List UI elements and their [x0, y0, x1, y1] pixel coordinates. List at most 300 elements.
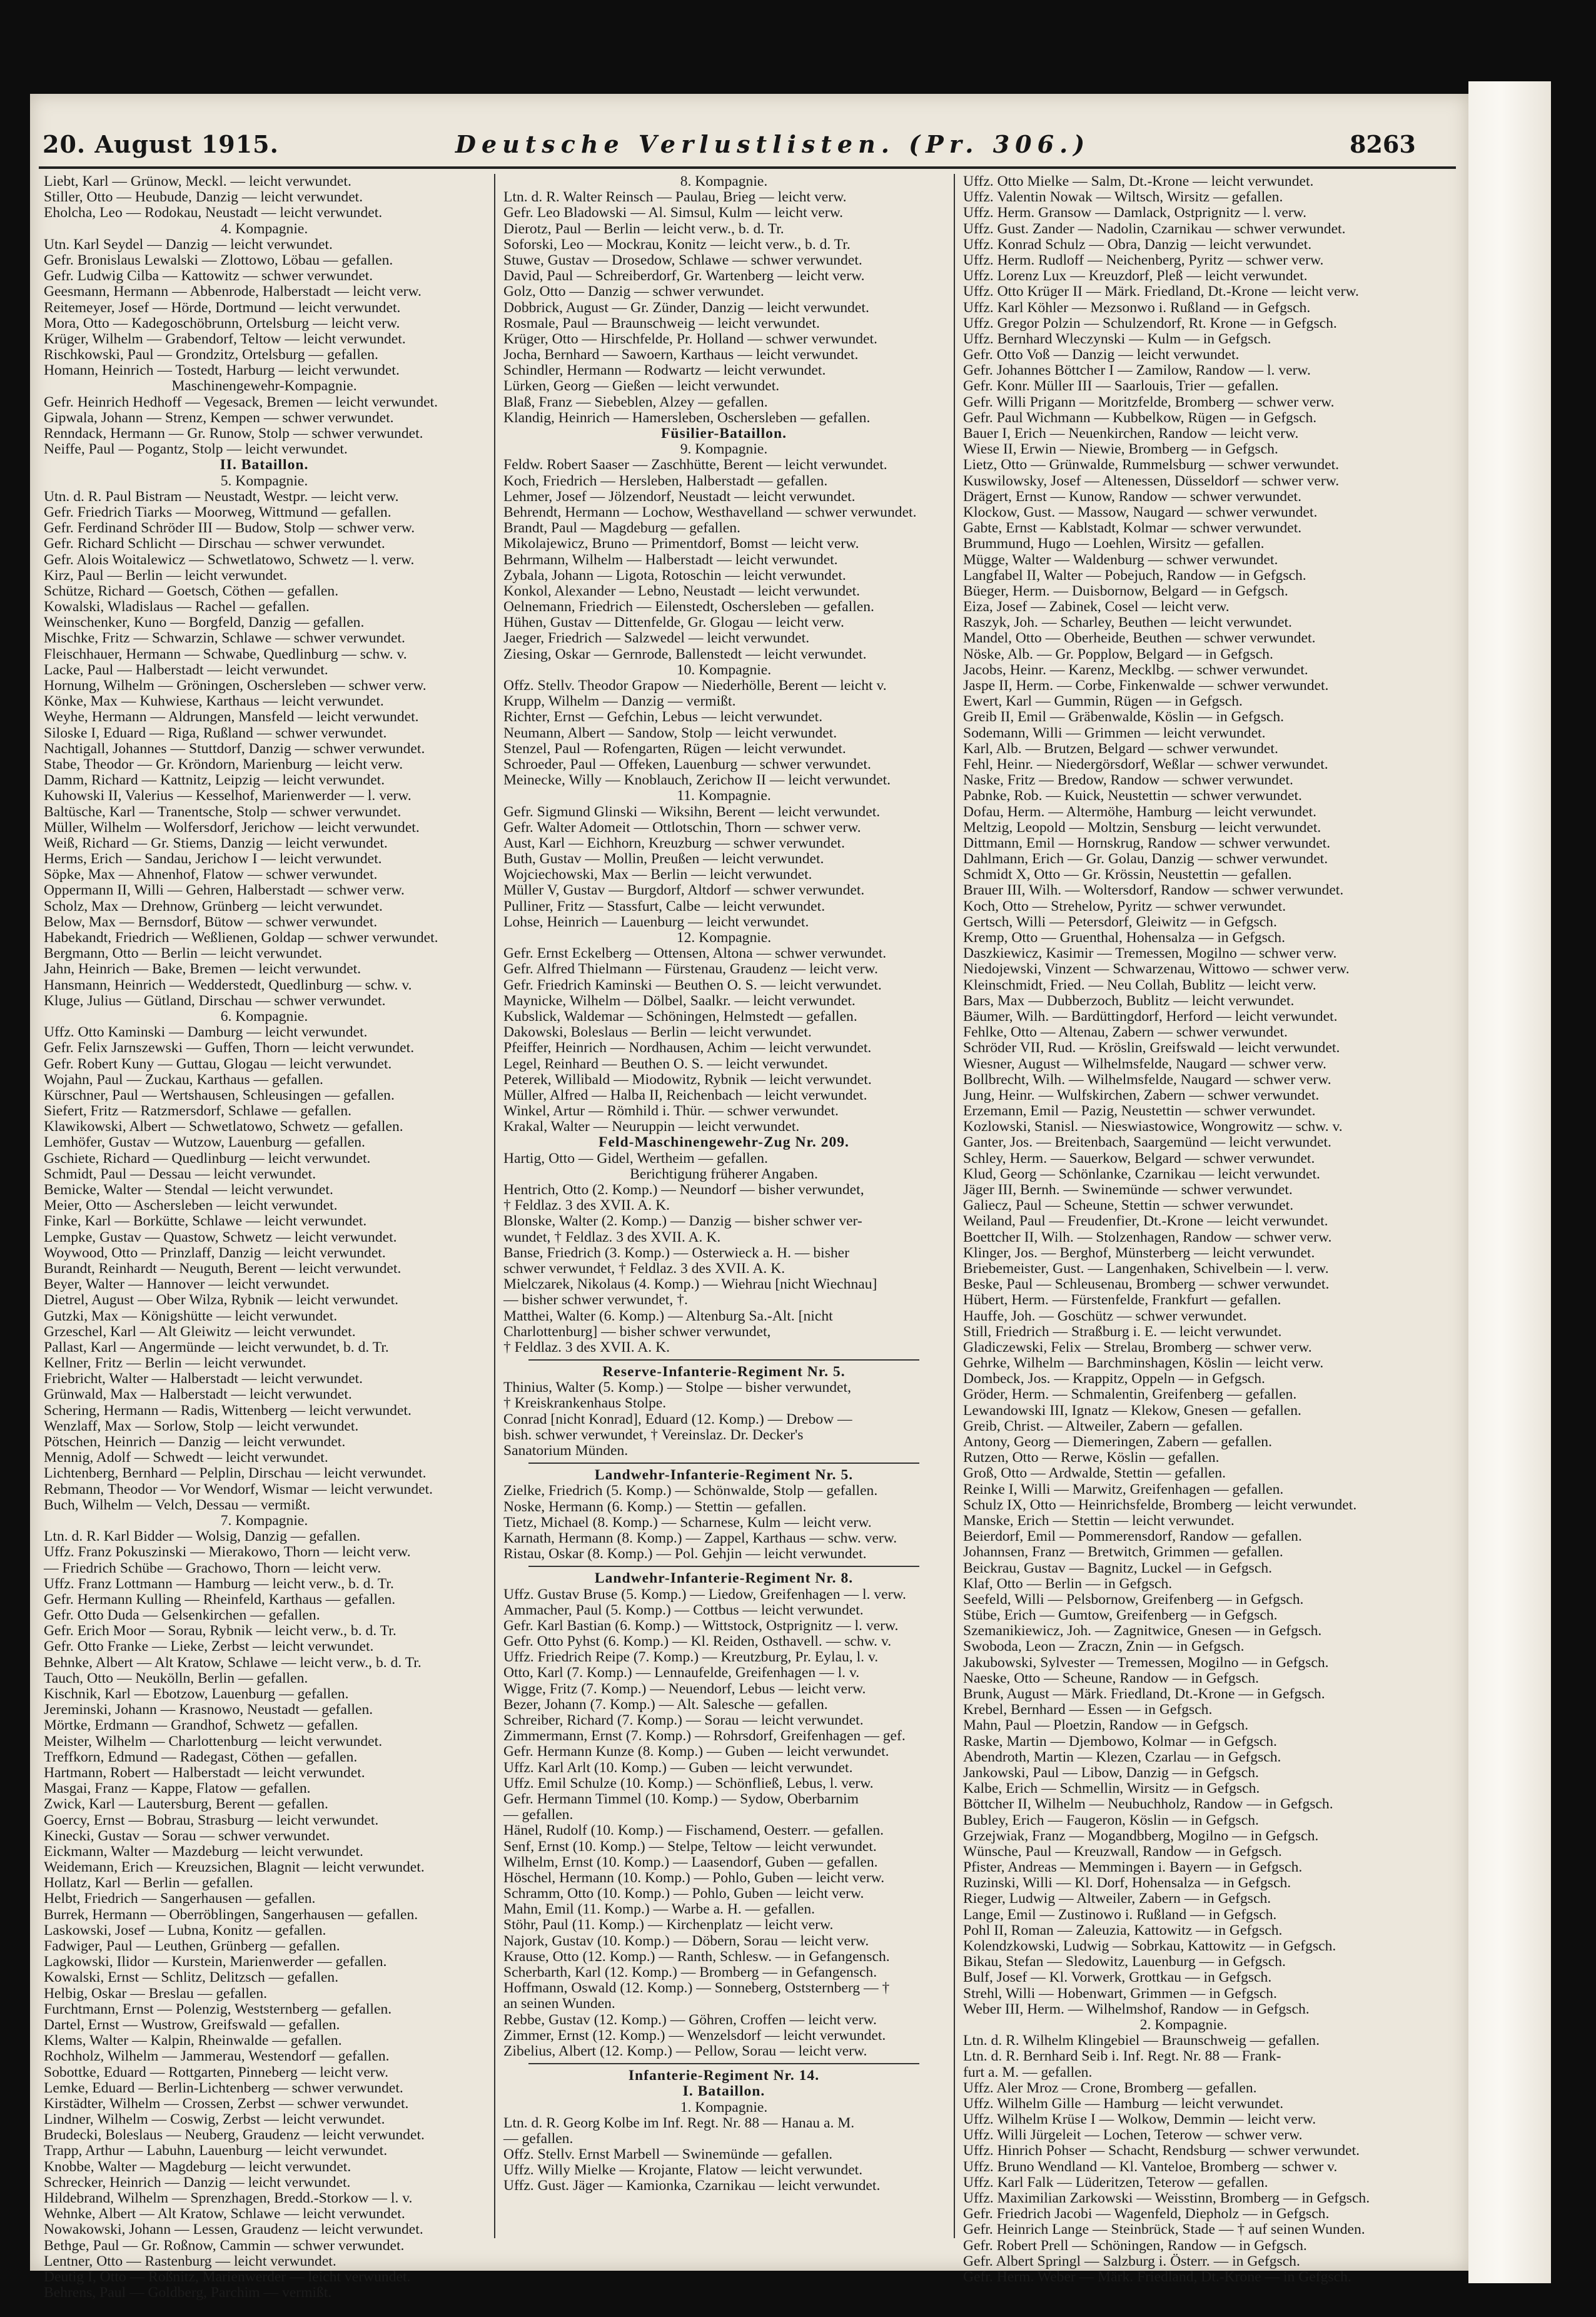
casualty-entry: † Kreiskrankenhaus Stolpe. [503, 1395, 667, 1412]
casualty-entry: Ltn. d. R. Georg Kolbe im Inf. Regt. Nr. 88 — Hanau a. M. [503, 2114, 855, 2131]
casualty-entry: Rebmann, Theodor — Vor Wendorf, Wismar — leicht verwundet. [44, 1481, 433, 1498]
casualty-entry: Kirstädter, Wilhelm — Crossen, Zerbst — schwer verwundet. [44, 2095, 409, 2112]
casualty-entry: Grünwald, Max — Halberstadt — leicht verwundet. [44, 1386, 352, 1403]
casualty-entry: — bisher schwer verwundet, †. [503, 1292, 688, 1309]
casualty-entry: Weidemann, Erich — Kreuzsichen, Blagnit — leicht verwundet. [44, 1859, 425, 1876]
casualty-entry: Mörtke, Erdmann — Grandhof, Schwetz — gefallen. [44, 1717, 358, 1734]
casualty-entry: Kirz, Paul — Berlin — leicht verwundet. [44, 567, 288, 584]
casualty-entry: Legel, Reinhard — Beuthen O. S. — leicht verwundet. [503, 1055, 828, 1072]
casualty-entry: Stiller, Otto — Heubude, Danzig — leicht verwundet. [44, 189, 363, 206]
casualty-entry: Gefr. Friedrich Jacobi — Wagenfeld, Diepholz — in Gefgsch. [963, 2206, 1330, 2223]
casualty-entry: Dahlmann, Erich — Gr. Golau, Danzig — schwer verwundet. [963, 851, 1328, 868]
casualty-entry: Finke, Karl — Borkütte, Schlawe — leicht verwundet. [44, 1213, 367, 1230]
casualty-entry: Uffz. Wilhelm Gille — Hamburg — leicht verwundet. [963, 2095, 1284, 2112]
casualty-entry: Tauch, Otto — Neukölln, Berlin — gefallen. [44, 1670, 308, 1686]
casualty-entry: Bezer, Johann (7. Komp.) — Alt. Salesche — gefallen. [503, 1696, 828, 1713]
casualty-entry: Treffkorn, Edmund — Radegast, Cöthen — gefallen. [44, 1748, 358, 1765]
company-heading: Maschinengewehr-Kompagnie. [171, 378, 357, 395]
casualty-entry: Schroeder, Paul — Offeken, Lauenburg — schwer verwundet. [503, 756, 871, 773]
casualty-entry: Stenzel, Paul — Rofengarten, Rügen — leicht verwundet. [503, 740, 846, 757]
casualty-entry: Lindner, Wilhelm — Coswig, Zerbst — leicht verwundet. [44, 2111, 385, 2128]
casualty-entry: Schmidt, Paul — Dessau — leicht verwundet. [44, 1165, 316, 1182]
casualty-entry: Drägert, Ernst — Kunow, Randow — schwer verwundet. [963, 488, 1301, 505]
casualty-entry: Uffz. Franz Lottmann — Hamburg — leicht verw., b. d. Tr. [44, 1575, 394, 1592]
casualty-entry: Rischkowski, Paul — Grondzitz, Ortelsburg — gefallen. [44, 347, 378, 363]
casualty-entry: David, Paul — Schreiberdorf, Gr. Wartenberg — leicht verw. [503, 268, 865, 285]
casualty-entry: Hornung, Wilhelm — Gröningen, Oschersleben — schwer verw. [44, 677, 427, 694]
casualty-entry: Büeger, Herm. — Duisbornow, Belgard — in Gefgsch. [963, 582, 1288, 599]
casualty-entry: Kuswilowsky, Josef — Altenessen, Düsseldorf — schwer verw. [963, 472, 1340, 489]
casualty-entry: Krüger, Wilhelm — Grabendorf, Teltow — leicht verwundet. [44, 330, 406, 347]
casualty-entry: Groß, Otto — Ardwalde, Stettin — gefallen. [963, 1465, 1226, 1482]
casualty-entry: Brunk, August — Märk. Friedland, Dt.-Krone — in Gefgsch. [963, 1686, 1325, 1702]
casualty-entry: Ziesing, Oskar — Gernrode, Ballenstedt — leicht verwundet. [503, 646, 867, 662]
company-heading: 2. Kompagnie. [1139, 2016, 1228, 2033]
header-date: 20. August 1915. [43, 130, 279, 158]
casualty-entry: Uffz. Willy Mielke — Krojante, Flatow — leicht verwundet. [503, 2162, 863, 2179]
casualty-entry: Hauffe, Joh. — Goschütz — schwer verwundet. [963, 1307, 1247, 1324]
casualty-entry: Sanatorium Münden. [503, 1442, 629, 1459]
casualty-entry: Beyer, Walter — Hannover — leicht verwundet. [44, 1276, 330, 1293]
casualty-entry: Gefr. Otto Franke — Lieke, Zerbst — leicht verwundet. [44, 1638, 374, 1655]
casualty-entry: Uffz. Maximilian Zarkowski — Weisstinn, Bromberg — in Gefgsch. [963, 2190, 1370, 2206]
section-heading: Feld-Maschinengewehr-Zug Nr. 209. [598, 1134, 849, 1151]
casualty-entry: Gefr. Robert Prell — Schöningen, Randow — in Gefgsch. [963, 2237, 1307, 2254]
casualty-entry: Dierotz, Paul — Berlin — leicht verw., b. d. Tr. [503, 220, 784, 237]
casualty-entry: Kowalski, Ernst — Schlitz, Delitzsch — gefallen. [44, 1969, 339, 1986]
casualty-entry: Hansmann, Heinrich — Wedderstedt, Quedlinburg — schw. v. [44, 976, 412, 993]
casualty-entry: Helbt, Friedrich — Sangerhausen — gefallen. [44, 1890, 316, 1907]
casualty-entry: Gefr. Otto Pyhst (6. Komp.) — Kl. Reiden, Osthavell. — schw. v. [503, 1633, 892, 1650]
casualty-entry: Behrens, Paul — Goldberg, Parchim — vermißt. [44, 2284, 332, 2301]
casualty-entry: Greib, Christ. — Altweiler, Zabern — gefallen. [963, 1417, 1243, 1434]
casualty-entry: Naeske, Otto — Scheune, Randow — in Gefgsch. [963, 1670, 1260, 1686]
casualty-entry: Gefr. Herm. Weber — Märk. Friedland, Dt.-Krone — in Gefgsch. [963, 2268, 1351, 2285]
casualty-entry: Gefr. Ferdinand Schröder III — Budow, Stolp — schwer verw. [44, 520, 415, 537]
casualty-entry: Bergmann, Otto — Berlin — leicht verwundet. [44, 945, 323, 962]
casualty-entry: Gefr. Johannes Böttcher I — Zamilow, Randow — l. verw. [963, 362, 1311, 379]
casualty-entry: bish. schwer verwundet, † Vereinslaz. Dr. Decker's [503, 1426, 804, 1443]
casualty-entry: Habekandt, Friedrich — Weßlienen, Goldap — schwer verwundet. [44, 930, 438, 946]
casualty-entry: Uffz. Herm. Gransow — Damlack, Ostprignitz — l. verw. [963, 205, 1307, 221]
casualty-entry: Bemicke, Walter — Stendal — leicht verwundet. [44, 1182, 333, 1198]
column-divider [954, 174, 955, 2238]
casualty-entry: Daszkiewicz, Kasimir — Tremessen, Mogilno — schwer verw. [963, 945, 1337, 962]
casualty-entry: Gefr. Felix Jarnszewski — Guffen, Thorn — leicht verwundet. [44, 1040, 415, 1057]
casualty-entry: Johannsen, Franz — Bretwitch, Grimmen — gefallen. [963, 1544, 1283, 1561]
casualty-entry: Boettcher II, Wilh. — Stolzenhagen, Randow — schwer verw. [963, 1229, 1332, 1245]
casualty-entry: Szemanikiewicz, Joh. — Zagnitwice, Gnesen — in Gefgsch. [963, 1623, 1322, 1640]
casualty-entry: Gefr. Leo Bladowski — Al. Simsul, Kulm — leicht verw. [503, 205, 844, 221]
casualty-entry: Kalbe, Erich — Schmellin, Wirsitz — in Gefgsch. [963, 1780, 1260, 1797]
casualty-entry: Behrendt, Hermann — Lochow, Westhavelland — schwer verwundet. [503, 504, 917, 520]
company-heading: 12. Kompagnie. [676, 930, 772, 946]
casualty-entry: Meier, Otto — Aschersleben — leicht verwundet. [44, 1197, 338, 1214]
casualty-entry: Gefr. Erich Moor — Sorau, Rybnik — leicht verw., b. d. Tr. [44, 1623, 396, 1640]
casualty-entry: Hartig, Otto — Gidel, Wertheim — gefallen. [503, 1150, 768, 1167]
casualty-entry: Reinke I, Willi — Marwitz, Greifenhagen — gefallen. [963, 1481, 1284, 1498]
casualty-entry: Lemke, Eduard — Berlin-Lichtenberg — schwer verwundet. [44, 2079, 403, 2096]
casualty-entry: Oppermann II, Willi — Gehren, Halberstadt — schwer verw. [44, 882, 405, 899]
section-rule [528, 1359, 919, 1361]
casualty-entry: — gefallen. [503, 1807, 573, 1823]
casualty-entry: Behrmann, Wilhelm — Halberstadt — leicht verwundet. [503, 551, 838, 568]
casualty-entry: Bubley, Erich — Faugeron, Köslin — in Gefgsch. [963, 1812, 1259, 1828]
casualty-entry: Burrek, Hermann — Oberröblingen, Sangerhausen — gefallen. [44, 1906, 418, 1923]
casualty-entry: Sobottke, Eduard — Rottgarten, Pinneberg — leicht verw. [44, 2064, 389, 2081]
casualty-entry: Golz, Otto — Danzig — schwer verwundet. [503, 283, 764, 300]
casualty-entry: Schulz IX, Otto — Heinrichsfelde, Bromberg — leicht verwundet. [963, 1496, 1357, 1513]
casualty-entry: Weyhe, Hermann — Aldrungen, Mansfeld — leicht verwundet. [44, 709, 419, 726]
casualty-entry: Rochholz, Wilhelm — Jammerau, Westendorf — gefallen. [44, 2048, 390, 2065]
casualty-entry: Wehnke, Albert — Alt Kratow, Schlawe — leicht verwundet. [44, 2206, 405, 2223]
casualty-entry: Gladiczewski, Felix — Strelau, Bromberg — schwer verw. [963, 1339, 1312, 1356]
casualty-entry: Masgai, Franz — Kappe, Flatow — gefallen. [44, 1780, 311, 1797]
casualty-entry: Lange, Emil — Zustinowo i. Rußland — in Gefgsch. [963, 1906, 1277, 1923]
header-title: Deutsche Verlustlisten. (Pr. 306.) [455, 130, 1091, 158]
section-rule [528, 1566, 919, 1567]
casualty-entry: Gefr. Paul Wichmann — Kubbelkow, Rügen — in Gefgsch. [963, 409, 1317, 426]
casualty-entry: Zwick, Karl — Lautersburg, Berent — gefallen. [44, 1796, 328, 1813]
casualty-entry: Lentner, Otto — Rastenburg — leicht verwundet. [44, 2253, 336, 2269]
casualty-entry: Uffz. Konrad Schulz — Obra, Danzig — leicht verwundet. [963, 236, 1312, 253]
casualty-entry: Gefr. Alois Woitalewicz — Schwetlatowo, Schwetz — l. verw. [44, 551, 415, 568]
casualty-entry: † Feldlaz. 3 des XVII. A. K. [503, 1197, 670, 1214]
casualty-entry: Gefr. Hermann Kunze (8. Komp.) — Guben — leicht verwundet. [503, 1743, 889, 1760]
casualty-entry: Dombeck, Jos. — Krappitz, Oppeln — in Gefgsch. [963, 1371, 1265, 1387]
casualty-entry: Gertsch, Willi — Petersdorf, Gleiwitz — in Gefgsch. [963, 913, 1277, 930]
casualty-entry: Lemhöfer, Gustav — Wutzow, Lauenburg — gefallen. [44, 1134, 365, 1151]
casualty-entry: Eiza, Josef — Zabinek, Cosel — leicht verw. [963, 599, 1230, 616]
casualty-entry: Klawikowski, Albert — Schwetlatowo, Schwetz — gefallen. [44, 1118, 403, 1135]
casualty-entry: Hübert, Herm. — Fürstenfelde, Frankfurt — gefallen. [963, 1292, 1281, 1309]
casualty-entry: Wiese II, Erwin — Niewie, Bromberg — in Gefgsch. [963, 441, 1278, 458]
casualty-entry: Kleinschmidt, Fried. — Neu Collah, Bublitz — leicht verw. [963, 976, 1316, 993]
column-1 [44, 173, 485, 2301]
casualty-entry: Otto, Karl (7. Komp.) — Lennaufelde, Greifenhagen — l. v. [503, 1665, 860, 1681]
casualty-entry: Hühen, Gustav — Dittenfelde, Gr. Glogau — leicht verw. [503, 614, 844, 631]
company-heading: 9. Kompagnie. [680, 441, 768, 458]
casualty-entry: Schley, Herm. — Sauerkow, Belgard — schwer verwundet. [963, 1150, 1315, 1167]
casualty-entry: Stuwe, Gustav — Drosedow, Schlawe — schwer verwundet. [503, 251, 862, 268]
casualty-entry: Schütze, Richard — Goetsch, Cöthen — gefallen. [44, 582, 339, 599]
casualty-entry: Uffz. Valentin Nowak — Wiltsch, Wirsitz — gefallen. [963, 189, 1283, 206]
casualty-entry: Jung, Heinr. — Wulfskirchen, Zabern — schwer verwundet. [963, 1087, 1320, 1103]
casualty-entry: Mischke, Fritz — Schwarzin, Schlawe — schwer verwundet. [44, 630, 405, 647]
company-heading: 1. Kompagnie. [680, 2099, 768, 2116]
casualty-entry: Soforski, Leo — Mockrau, Konitz — leicht verw., b. d. Tr. [503, 236, 851, 253]
casualty-entry: Gefr. Hermann Kulling — Rheinfeld, Karthaus — gefallen. [44, 1591, 396, 1608]
casualty-entry: Gefr. Heinrich Lange — Steinbrück, Stade — † auf seinen Wunden. [963, 2221, 1365, 2238]
casualty-entry: Söpke, Max — Ahnenhof, Flatow — schwer verwundet. [44, 866, 378, 883]
casualty-entry: Antony, Georg — Diemeringen, Zabern — gefallen. [963, 1434, 1273, 1450]
section-heading: II. Bataillon. [220, 457, 309, 474]
casualty-entry: Brauer III, Wilh. — Woltersdorf, Randow — schwer verwundet. [963, 882, 1344, 899]
casualty-entry: Mielczarek, Nikolaus (4. Komp.) — Wiehrau [nicht Wiechnau] [503, 1276, 877, 1293]
casualty-entry: Deutig I, Otto — Roßnitz, Marienwerder — leicht verwundet. [44, 2268, 411, 2285]
casualty-entry: Maynicke, Wilhelm — Dölbel, Saalkr. — leicht verwundet. [503, 992, 856, 1009]
casualty-entry: Schreiber, Richard (7. Komp.) — Sorau — leicht verwundet. [503, 1712, 864, 1728]
casualty-entry: Blonske, Walter (2. Komp.) — Danzig — bisher schwer ver- [503, 1213, 862, 1230]
casualty-entry: Tietz, Michael (8. Komp.) — Scharnese, Kulm — leicht verw. [503, 1514, 872, 1531]
casualty-entry: Meinecke, Willy — Knoblauch, Zerichow II — leicht verwundet. [503, 772, 891, 789]
casualty-entry: Uffz. Franz Pokuszinski — Mierakowo, Thorn — leicht verw. [44, 1544, 411, 1561]
casualty-entry: Krause, Otto (12. Komp.) — Ranth, Schlesw. — in Gefangensch. [503, 1948, 890, 1965]
casualty-entry: Uffz. Otto Mielke — Salm, Dt.-Krone — leicht verwundet. [963, 173, 1314, 190]
casualty-entry: furt a. M. — gefallen. [963, 2064, 1093, 2081]
casualty-entry: Jaeger, Friedrich — Salzwedel — leicht verwundet. [503, 630, 810, 647]
casualty-entry: Jacobs, Heinr. — Karenz, Mecklbg. — schwer verwundet. [963, 661, 1308, 678]
casualty-entry: Wenzlaff, Max — Sorlow, Stolp — leicht verwundet. [44, 1417, 359, 1434]
casualty-entry: Gabte, Ernst — Kablstadt, Kolmar — schwer verwundet. [963, 520, 1302, 537]
casualty-entry: Gefr. Hermann Timmel (10. Komp.) — Sydow, Oberbarnim [503, 1790, 859, 1807]
casualty-entry: Jakubowski, Sylvester — Tremessen, Mogilno — in Gefgsch. [963, 1654, 1329, 1671]
casualty-entry: Stöhr, Paul (11. Komp.) — Kirchenplatz — leicht verw. [503, 1917, 834, 1934]
casualty-entry: Schindler, Hermann — Rodwartz — leicht verwundet. [503, 362, 826, 379]
casualty-entry: Krakal, Walter — Neuruppin — leicht verwundet. [503, 1118, 800, 1135]
casualty-entry: — gefallen. [503, 2130, 573, 2147]
casualty-entry: Najork, Gustav (10. Komp.) — Döbern, Sorau — leicht verw. [503, 1932, 869, 1949]
casualty-entry: Mandel, Otto — Oberheide, Beuthen — schwer verwundet. [963, 630, 1316, 647]
casualty-entry: Rieger, Ludwig — Altweiler, Zabern — in Gefgsch. [963, 1890, 1271, 1907]
newspaper-page [30, 94, 1468, 2301]
casualty-entry: Gefr. Otto Voß — Danzig — leicht verwundet. [963, 347, 1240, 363]
casualty-entry: Mügge, Walter — Waldenburg — schwer verwundet. [963, 551, 1278, 568]
casualty-entry: Wilhelm, Ernst (10. Komp.) — Laasendorf, Guben — gefallen. [503, 1853, 878, 1870]
casualty-entry: Lempke, Gustav — Quastow, Schwetz — leicht verwundet. [44, 1229, 397, 1245]
casualty-entry: Rutzen, Otto — Rerwe, Köslin — gefallen. [963, 1449, 1220, 1466]
casualty-entry: Gefr. Heinrich Hedhoff — Vegesack, Bremen — leicht verwundet. [44, 393, 438, 410]
casualty-entry: Sodemann, Willi — Grimmen — leicht verwundet. [963, 724, 1266, 741]
casualty-entry: Lietz, Otto — Grünwalde, Rummelsburg — schwer verwundet. [963, 457, 1340, 474]
casualty-entry: Gefr. Richard Schlicht — Dirschau — schwer verwundet. [44, 535, 385, 552]
casualty-entry: Burandt, Reinhardt — Neuguth, Berent — leicht verwundet. [44, 1260, 402, 1277]
casualty-entry: Schramm, Otto (10. Komp.) — Pohlo, Guben — leicht verw. [503, 1885, 864, 1902]
casualty-entry: Richter, Ernst — Gefchin, Lebus — leicht verwundet. [503, 709, 823, 726]
casualty-entry: Hänel, Rudolf (10. Komp.) — Fischamend, Oesterr. — gefallen. [503, 1822, 884, 1839]
casualty-entry: Brudecki, Boleslaus — Neuberg, Graudenz — leicht verwundet. [44, 2127, 425, 2144]
casualty-entry: Gehrke, Wilhelm — Barchminshagen, Köslin — leicht verw. [963, 1355, 1324, 1372]
casualty-entry: Feldw. Robert Saaser — Zaschhütte, Berent — leicht verwundet. [503, 457, 887, 474]
casualty-entry: Gipwala, Johann — Strenz, Kempen — schwer verwundet. [44, 409, 394, 426]
casualty-entry: Lehmer, Josef — Jölzendorf, Neustadt — leicht verwundet. [503, 488, 856, 505]
casualty-entry: Klems, Walter — Kalpin, Rheinwalde — gefallen. [44, 2032, 342, 2049]
casualty-entry: Uffz. Gregor Polzin — Schulzendorf, Rt. Krone — in Gefgsch. [963, 315, 1337, 332]
casualty-entry: Pohl II, Roman — Zaleuzia, Kattowitz — in Gefgsch. [963, 1922, 1283, 1939]
casualty-entry: Gefr. Ernst Eckelberg — Ottensen, Altona — schwer verwundet. [503, 945, 887, 962]
casualty-entry: Bäumer, Wilh. — Bardüttingdorf, Herford — leicht verwundet. [963, 1008, 1338, 1025]
casualty-entry: Mennig, Adolf — Schwedt — leicht verwundet. [44, 1449, 328, 1466]
company-heading: 6. Kompagnie. [220, 1008, 308, 1025]
casualty-entry: Gefr. Karl Bastian (6. Komp.) — Wittstock, Ostprignitz — l. verw. [503, 1617, 899, 1634]
company-heading: 8. Kompagnie. [680, 173, 768, 190]
casualty-entry: Zimmer, Ernst (12. Komp.) — Wenzelsdorf — leicht verwundet. [503, 2027, 886, 2044]
casualty-entry: Below, Max — Bernsdorf, Bütow — schwer verwundet. [44, 913, 378, 930]
casualty-entry: Buch, Wilhelm — Velch, Dessau — vermißt. [44, 1496, 311, 1513]
casualty-entry: Fadwiger, Paul — Leuthen, Grünberg — gefallen. [44, 1938, 340, 1954]
casualty-entry: Raske, Martin — Djembowo, Kolmar — in Gefgsch. [963, 1733, 1277, 1750]
casualty-entry: Grzeschel, Karl — Alt Gleiwitz — leicht verwundet. [44, 1323, 356, 1340]
casualty-entry: Koch, Friedrich — Hersleben, Halberstadt — gefallen. [503, 472, 828, 489]
casualty-entry: Behnke, Albert — Alt Kratow, Schlawe — leicht verw., b. d. Tr. [44, 1654, 422, 1671]
casualty-entry: Stübe, Erich — Gumtow, Greifenberg — in Gefgsch. [963, 1607, 1278, 1624]
casualty-entry: Jereminski, Johann — Krasnowo, Neustadt — gefallen. [44, 1701, 373, 1718]
casualty-entry: Hoffmann, Oswald (12. Komp.) — Sonneberg, Oststernberg — † [503, 1980, 890, 1997]
casualty-entry: Krüger, Otto — Hirschfelde, Pr. Holland — schwer verwundet. [503, 330, 877, 347]
section-rule [528, 1463, 919, 1464]
casualty-entry: Fleischhauer, Hermann — Schwabe, Quedlinburg — schw. v. [44, 646, 407, 662]
casualty-entry: Stabe, Theodor — Gr. Kröndorn, Marienburg — leicht verw. [44, 756, 403, 773]
column-divider [494, 174, 495, 2238]
casualty-entry: Klud, Georg — Schönlanke, Czarnikau — leicht verwundet. [963, 1165, 1320, 1182]
casualty-entry: Langfabel II, Walter — Pobejuch, Randow — in Gefgsch. [963, 567, 1306, 584]
section-heading: I. Bataillon. [682, 2083, 765, 2100]
casualty-entry: Dittmann, Emil — Hornskrug, Randow — schwer verwundet. [963, 834, 1331, 851]
casualty-entry: Raszyk, Joh. — Scharley, Beuthen — leicht verwundet. [963, 614, 1292, 631]
casualty-entry: Galiecz, Paul — Scheune, Stettin — schwer verwundet. [963, 1197, 1294, 1214]
casualty-entry: Kischnik, Karl — Ebotzow, Lauenburg — gefallen. [44, 1686, 349, 1702]
casualty-entry: Ruzinski, Willi — Kl. Dorf, Hohensalza — in Gefgsch. [963, 1875, 1291, 1892]
casualty-entry: Bethge, Paul — Gr. Roßnow, Cammin — schwer verwundet. [44, 2237, 405, 2254]
casualty-entry: Nowakowski, Johann — Lessen, Graudenz — leicht verwundet. [44, 2221, 423, 2238]
casualty-entry: Charlottenburg] — bisher schwer verwundet, [503, 1323, 771, 1340]
casualty-entry: Klandig, Heinrich — Hamersleben, Oschersleben — gefallen. [503, 409, 871, 426]
casualty-entry: Aust, Karl — Eichhorn, Kreuzburg — schwer verwundet. [503, 834, 846, 851]
section-heading: Reserve-Infanterie-Regiment Nr. 5. [602, 1364, 846, 1381]
column-3 [963, 173, 1404, 2285]
casualty-entry: Mikolajewicz, Bruno — Primentdorf, Bomst — leicht verw. [503, 535, 859, 552]
casualty-entry: Beickrau, Gustav — Bagnitz, Luckel — in Gefgsch. [963, 1559, 1273, 1576]
casualty-entry: Beierdorf, Emil — Pommerensdorf, Randow — gefallen. [963, 1528, 1302, 1545]
casualty-entry: Knobbe, Walter — Magdeburg — leicht verwundet. [44, 2158, 351, 2175]
casualty-entry: Zielke, Friedrich (5. Komp.) — Schönwalde, Stolp — gefallen. [503, 1483, 878, 1499]
casualty-entry: Conrad [nicht Konrad], Eduard (12. Komp.) — Drebow — [503, 1411, 852, 1427]
casualty-entry: Gefr. Willi Prigann — Moritzfelde, Bromberg — schwer verw. [963, 393, 1335, 410]
casualty-entry: Blaß, Franz — Siebeblen, Alzey — gefallen. [503, 393, 768, 410]
casualty-entry: Karl, Alb. — Brutzen, Belgard — schwer verwundet. [963, 740, 1278, 757]
casualty-entry: Meister, Wilhelm — Charlottenburg — leicht verwundet. [44, 1733, 383, 1750]
casualty-entry: Müller, Wilhelm — Wolfersdorf, Jerichow — leicht verwundet. [44, 819, 420, 836]
casualty-entry: Liebt, Karl — Grünow, Meckl. — leicht verwundet. [44, 173, 351, 190]
casualty-entry: Ristau, Oskar (8. Komp.) — Pol. Gehjin — leicht verwundet. [503, 1546, 867, 1563]
section-heading: Landwehr-Infanterie-Regiment Nr. 5. [594, 1467, 854, 1484]
casualty-entry: Bollbrecht, Wilh. — Wilhelmsfelde, Naugard — schwer verw. [963, 1071, 1331, 1088]
casualty-entry: Dobbrick, August — Gr. Zünder, Danzig — leicht verwundet. [503, 299, 869, 316]
company-heading: 7. Kompagnie. [220, 1512, 308, 1529]
casualty-entry: Zimmermann, Ernst (7. Komp.) — Rohrsdorf, Greifenhagen — gef. [503, 1728, 906, 1745]
page-header [30, 130, 1456, 160]
casualty-entry: Reitemeyer, Josef — Hörde, Dortmund — leicht verwundet. [44, 299, 401, 316]
casualty-entry: † Feldlaz. 3 des XVII. A. K. [503, 1339, 670, 1356]
casualty-entry: Hildebrand, Wilhelm — Sprenzhagen, Bredd.-Storkow — l. v. [44, 2190, 413, 2206]
casualty-entry: Pabnke, Rob. — Kuick, Neustettin — schwer verwundet. [963, 788, 1302, 804]
casualty-entry: Erzemann, Emil — Pazig, Neustettin — schwer verwundet. [963, 1103, 1316, 1120]
casualty-entry: Noske, Hermann (6. Komp.) — Stettin — gefallen. [503, 1498, 807, 1515]
casualty-entry: Mahn, Paul — Ploetzin, Randow — in Gefgsch. [963, 1717, 1249, 1734]
casualty-entry: wundet, † Feldlaz. 3 des XVII. A. K. [503, 1229, 721, 1245]
casualty-entry: Weber III, Herm. — Wilhelmshof, Randow — in Gefgsch. [963, 2000, 1310, 2017]
casualty-entry: Lürken, Georg — Gießen — leicht verwundet. [503, 378, 780, 395]
casualty-entry: Dietrel, August — Ober Wilza, Rybnik — leicht verwundet. [44, 1292, 399, 1309]
casualty-entry: Geesmann, Hermann — Abbenrode, Halberstadt — leicht verw. [44, 283, 422, 300]
casualty-entry: Ltn. d. R. Wilhelm Klingebiel — Braunschweig — gefallen. [963, 2032, 1320, 2049]
casualty-entry: Bikau, Stefan — Sledowitz, Lauenburg — in Gefgsch. [963, 1954, 1286, 1970]
casualty-entry: Uffz. Emil Schulze (10. Komp.) — Schönfließ, Lebus, l. verw. [503, 1775, 874, 1792]
casualty-entry: Fehl, Heinr. — Niedergörsdorf, Weßlar — schwer verwundet. [963, 756, 1328, 773]
casualty-entry: Bauer I, Erich — Neuenkirchen, Randow — leicht verw. [963, 425, 1299, 442]
casualty-entry: Still, Friedrich — Straßburg i. E. — leicht verwundet. [963, 1323, 1282, 1340]
casualty-entry: Matthei, Walter (6. Komp.) — Altenburg Sa.-Alt. [nicht [503, 1307, 833, 1324]
casualty-entry: Gefr. Walter Adomeit — Ottlotschin, Thorn — schwer verw. [503, 819, 861, 836]
casualty-entry: Wünsche, Paul — Kreuzwall, Randow — in Gefgsch. [963, 1843, 1282, 1860]
casualty-entry: Weiß, Richard — Gr. Stiems, Danzig — leicht verwundet. [44, 834, 388, 851]
casualty-entry: Kinecki, Gustav — Sorau — schwer verwundet. [44, 1827, 330, 1844]
casualty-entry: Lichtenberg, Bernhard — Pelplin, Dirschau — leicht verwundet. [44, 1465, 427, 1482]
casualty-entry: Lacke, Paul — Halberstadt — leicht verwundet. [44, 661, 328, 678]
casualty-entry: Beske, Paul — Schleusenau, Bromberg — schwer verwundet. [963, 1276, 1330, 1293]
casualty-entry: Schering, Hermann — Radis, Wittenberg — leicht verwundet. [44, 1402, 412, 1419]
casualty-entry: Siefert, Fritz — Ratzmersdorf, Schlawe — gefallen. [44, 1103, 352, 1120]
casualty-entry: Gefr. Konr. Müller III — Saarlouis, Trier — gefallen. [963, 378, 1279, 395]
casualty-entry: Schrecker, Heinrich — Danzig — leicht verwundet. [44, 2174, 351, 2191]
casualty-entry: Mahn, Emil (11. Komp.) — Warbe a. H. — gefallen. [503, 1901, 816, 1918]
casualty-entry: Ewert, Karl — Gummin, Rügen — in Gefgsch. [963, 693, 1243, 710]
casualty-entry: Grzejwiak, Franz — Mogandbberg, Mogilno — in Gefgsch. [963, 1827, 1319, 1844]
casualty-entry: Klinger, Jos. — Berghof, Münsterberg — leicht verwundet. [963, 1244, 1315, 1261]
casualty-entry: Baltüsche, Karl — Tranentsche, Stolp — schwer verwundet. [44, 803, 402, 820]
casualty-entry: Gefr. Robert Kuny — Guttau, Glogau — leicht verwundet. [44, 1055, 392, 1072]
casualty-entry: Offz. Stellv. Ernst Marbell — Swinemünde — gefallen. [503, 2146, 833, 2163]
casualty-entry: Pfeiffer, Heinrich — Nordhausen, Achim — leicht verwundet. [503, 1040, 872, 1057]
casualty-entry: Uffz. Bernhard Wleczynski — Kulm — in Gefgsch. [963, 330, 1271, 347]
casualty-entry: Pallast, Karl — Angermünde — leicht verwundet, b. d. Tr. [44, 1339, 389, 1356]
header-rule [39, 166, 1456, 169]
casualty-entry: Pötschen, Heinrich — Danzig — leicht verwundet. [44, 1434, 346, 1450]
casualty-entry: — Friedrich Schübe — Grachowo, Thorn — leicht verw. [44, 1559, 381, 1576]
casualty-entry: Gefr. Otto Duda — Gelsenkirchen — gefallen. [44, 1607, 320, 1624]
company-heading: 10. Kompagnie. [676, 661, 772, 678]
casualty-entry: Böttcher II, Wilhelm — Neubuchholz, Randow — in Gefgsch. [963, 1796, 1333, 1813]
casualty-entry: Kluge, Julius — Gütland, Dirschau — schwer verwundet. [44, 992, 386, 1009]
casualty-entry: schwer verwundet, † Feldlaz. 3 des XVII. A. K. [503, 1260, 785, 1277]
casualty-entry: Dofau, Herm. — Altermöhe, Hamburg — leicht verwundet. [963, 803, 1317, 820]
casualty-entry: Strehl, Willi — Hobenwart, Grimmen — in Gefgsch. [963, 1985, 1277, 2002]
casualty-entry: Dartel, Ernst — Wustrow, Greifswald — gefallen. [44, 2016, 340, 2033]
casualty-entry: Kuhowski II, Valerius — Kesselhof, Marienwerder — l. verw. [44, 788, 412, 804]
casualty-entry: Uffz. Karl Köhler — Mezsonwo i. Rußland — in Gefgsch. [963, 299, 1311, 316]
casualty-entry: Trapp, Arthur — Labuhn, Lauenburg — leicht verwundet. [44, 2142, 388, 2159]
header-page-number: 8263 [1350, 130, 1416, 158]
casualty-entry: Koch, Otto — Strehelow, Pyritz — schwer verwundet. [963, 898, 1286, 915]
casualty-entry: Kolendzkowski, Ludwig — Sobrkau, Kattowitz — in Gefgsch. [963, 1938, 1336, 1954]
casualty-entry: Neumann, Albert — Sandow, Stolp — leicht verwundet. [503, 724, 837, 741]
casualty-entry: Uffz. Willi Jürgeleit — Lochen, Teterow — schwer verw. [963, 2127, 1303, 2144]
casualty-entry: Kellner, Fritz — Berlin — leicht verwundet. [44, 1355, 306, 1372]
casualty-entry: Wojciechowski, Max — Berlin — leicht verwundet. [503, 866, 812, 883]
casualty-entry: Kozlowski, Stanisl. — Nieswiastowice, Wongrowitz — schw. v. [963, 1118, 1343, 1135]
casualty-entry: Meltzig, Leopold — Moltzin, Sensburg — leicht verwundet. [963, 819, 1321, 836]
casualty-entry: Utn. Karl Seydel — Danzig — leicht verwundet. [44, 236, 333, 253]
casualty-entry: Wiesner, August — Wilhelmsfelde, Naugard — schwer verw. [963, 1055, 1326, 1072]
casualty-entry: Weiland, Paul — Freudenfier, Dt.-Krone — leicht verwundet. [963, 1213, 1328, 1230]
casualty-entry: Siloske I, Eduard — Riga, Rußland — schwer verwundet. [44, 724, 387, 741]
casualty-entry: Ltn. d. R. Karl Bidder — Wolsig, Danzig — gefallen. [44, 1528, 361, 1545]
casualty-entry: Scherbarth, Karl (12. Komp.) — Bromberg — in Gefangensch. [503, 1964, 877, 1980]
casualty-entry: Niedojewski, Vinzent — Schwarzenau, Wittowo — schwer verw. [963, 961, 1350, 978]
casualty-entry: Schmidt X, Otto — Gr. Krössin, Neustettin — gefallen. [963, 866, 1292, 883]
casualty-entry: Kürschner, Paul — Wertshausen, Schleusingen — gefallen. [44, 1087, 395, 1103]
casualty-entry: Greib II, Emil — Gräbenwalde, Köslin — in Gefgsch. [963, 709, 1285, 726]
